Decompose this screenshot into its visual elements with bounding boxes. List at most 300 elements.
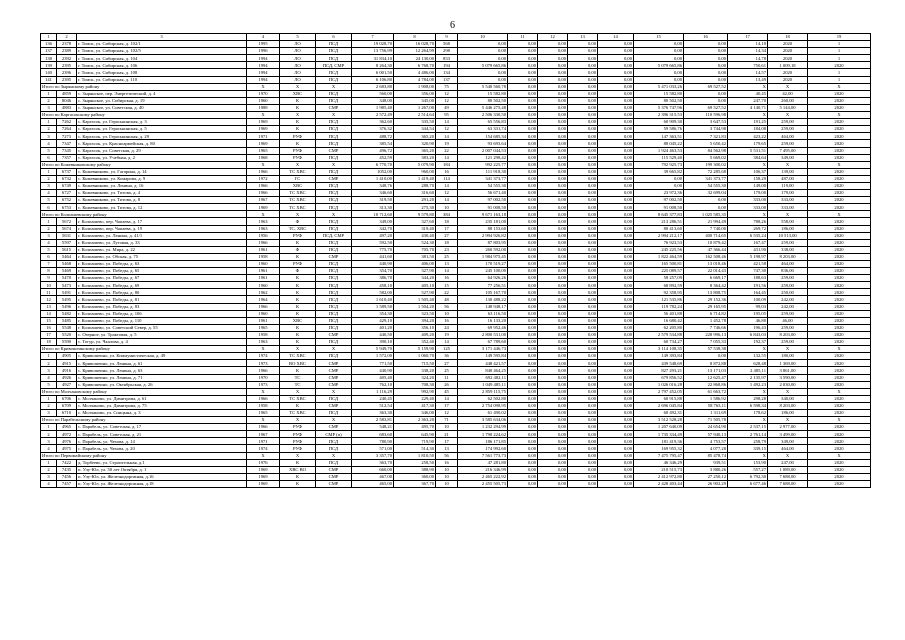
table-cell: 85 478,74 [684, 452, 728, 459]
table-cell: 0,00 [508, 317, 538, 324]
table-row [41, 97, 871, 104]
table-row [41, 140, 871, 147]
table-cell: 27 250,12 [684, 473, 728, 480]
table-cell: 298,28 [728, 395, 768, 402]
table-cell: К [280, 331, 316, 338]
table-cell: 1971 [247, 438, 280, 445]
table-cell: 1958 [247, 253, 280, 260]
table-cell: 31 834,10 [352, 55, 394, 62]
table-cell: 557,27 [728, 466, 768, 473]
table-cell: 354,70 [352, 268, 394, 275]
table-cell: 1 492,23 [728, 381, 768, 388]
table-cell: 527,90 [394, 289, 436, 296]
table-cell: Ф [280, 268, 316, 275]
table-cell: 5468 [57, 261, 77, 268]
table-cell: 0,00 [598, 388, 634, 395]
table-row [41, 225, 871, 232]
table-cell: 0,00 [598, 182, 634, 189]
table-row [41, 154, 871, 161]
table-cell: 10 [436, 424, 458, 431]
table-cell: 1966 [247, 168, 280, 175]
table-cell: 324,20 [394, 374, 436, 381]
table-cell: 0,00 [568, 97, 598, 104]
table-cell: ПСД [316, 55, 352, 62]
table-cell: 6 677,46 [728, 480, 768, 487]
table-cell: 7457 [57, 480, 77, 487]
table-cell: 10 712,60 [352, 211, 394, 218]
table-cell: ПСД [316, 239, 352, 246]
table-cell: ПСД, СМР [316, 232, 352, 239]
table-cell: ТС ХВС [280, 395, 316, 402]
table-cell: 465,00 [352, 480, 394, 487]
table-cell: 7 740,00 [684, 225, 728, 232]
table-cell: 0,00 [568, 190, 598, 197]
table-cell: 384,64 [728, 154, 768, 161]
table-cell: 0,00 [598, 480, 634, 487]
table-cell: 388,90 [394, 466, 436, 473]
table-cell: 259,00 [768, 119, 808, 126]
table-cell: 762,10 [352, 381, 394, 388]
table-cell: 2 412 972,80 [634, 473, 684, 480]
table-cell: 62 205,80 [634, 324, 684, 331]
table-cell: 0,00 [568, 133, 598, 140]
table-cell: 0,00 [568, 204, 598, 211]
header-cell: 18 [768, 34, 808, 41]
table-cell: 0,00 [598, 360, 634, 367]
table-cell: 14 [436, 395, 458, 402]
table-cell: 2 030,00 [768, 381, 808, 388]
table-cell: 26 [436, 381, 458, 388]
table-cell: X [768, 161, 808, 168]
table-cell: 178,62 [728, 409, 768, 416]
table-cell: 840 464,25 [458, 367, 508, 374]
table-cell: 19 028,70 [352, 41, 394, 48]
housing-repair-table [40, 33, 871, 488]
table-cell: 59 586,76 [634, 126, 684, 133]
table-cell: 0,00 [538, 218, 568, 225]
table-cell: 61 490,02 [458, 409, 508, 416]
table-cell: 5615 [57, 246, 77, 253]
table-cell: 0,00 [598, 438, 634, 445]
table-cell: 0,00 [598, 324, 634, 331]
table-cell: СМР [316, 253, 352, 260]
table-cell: 0,00 [598, 168, 634, 175]
table-cell: 2 994 926,82 [458, 232, 508, 239]
table-cell: К [280, 119, 316, 126]
table-cell: 167,47 [728, 239, 768, 246]
table-cell: 1 [41, 424, 57, 431]
table-cell: 2 583,81 [352, 417, 394, 424]
table-cell: X [808, 83, 871, 90]
table-cell: 2 [41, 97, 57, 104]
table-cell: 14 [436, 182, 458, 189]
table-cell: 2020 [808, 261, 871, 268]
table-cell: 12 [436, 90, 458, 97]
table-cell: 56 671,40 [458, 190, 508, 197]
table-cell: 3 [41, 473, 57, 480]
table-cell: 0,00 [568, 211, 598, 218]
table-cell: 6 106,80 [352, 76, 394, 83]
table-cell: 119 782,24 [634, 303, 684, 310]
address-cell: г. Колпашево, ул. Победы, д. 63 [77, 261, 247, 268]
table-cell: 1 419,40 [394, 175, 436, 182]
table-cell: 0,00 [508, 261, 538, 268]
address-cell: п. Улу-Юл, ул. Железнодорожная, д.16 [77, 473, 247, 480]
table-cell: 360,00 [394, 473, 436, 480]
table-cell: 0,00 [598, 409, 634, 416]
table-cell: 6 598,34 [728, 402, 768, 409]
table-cell: 0,00 [508, 147, 538, 154]
table-cell: 0,00 [508, 452, 538, 459]
table-cell: 2020 [808, 253, 871, 260]
table-cell: СМР [316, 424, 352, 431]
table-cell: 15 582,80 [458, 90, 508, 97]
table-cell: 2 007 044,53 [458, 147, 508, 154]
table-cell: 7 [41, 261, 57, 268]
table-cell: 0,00 [538, 182, 568, 189]
address-cell: г. Колпашево, ул. Луговая, д. 33 [77, 239, 247, 246]
table-cell: 4 [41, 480, 57, 487]
district-total-label: Итого по Кривошеинскому району [41, 346, 247, 353]
table-cell: 137 [436, 76, 458, 83]
table-cell: 0,00 [458, 55, 508, 62]
table-cell: 0,00 [508, 69, 538, 76]
table-cell: 57 538,38 [684, 346, 728, 353]
table-cell: 14 [436, 197, 458, 204]
table-cell: 338,20 [394, 367, 436, 374]
table-cell: 7 688,00 [768, 473, 808, 480]
address-cell: с. Кривошеино, ул. Ленина, д. 71 [77, 374, 247, 381]
table-cell: 2020 [808, 154, 871, 161]
address-cell: с. Парабель, ул. Чехова, д. 20 [77, 445, 247, 452]
table-cell: 10 [436, 204, 458, 211]
table-cell: 558,00 [768, 218, 808, 225]
table-cell: 0,00 [538, 339, 568, 346]
table-cell: 692 482,11 [458, 374, 508, 381]
table-cell: 4926 [57, 374, 77, 381]
table-row [41, 190, 871, 197]
table-cell: 2020 [808, 353, 871, 360]
table-cell: 0,00 [568, 388, 598, 395]
table-cell: 0,00 [508, 296, 538, 303]
table-cell: 5469 [57, 268, 77, 275]
table-cell: 2020 [808, 438, 871, 445]
table-cell: 1996 [247, 48, 280, 55]
table-cell: 496,72 [352, 147, 394, 154]
table-cell: 0,00 [538, 112, 568, 119]
table-cell: 464,00 [768, 133, 808, 140]
table-cell: 1976 [247, 459, 280, 466]
table-cell: 5548 [57, 324, 77, 331]
table-cell: 18 [436, 239, 458, 246]
table-cell: 1964 [247, 296, 280, 303]
table-cell: X [316, 112, 352, 119]
table-cell: 363,30 [352, 409, 394, 416]
table-cell: 22 [436, 147, 458, 154]
table-cell: 184,08 [728, 126, 768, 133]
header-cell: 19 [808, 34, 871, 41]
table-cell: 0,00 [568, 232, 598, 239]
table-cell: 179,00 [768, 190, 808, 197]
table-cell: 0,00 [598, 90, 634, 97]
table-cell: 75 [436, 83, 458, 90]
table-cell: 0,00 [538, 424, 568, 431]
table-cell: 0,00 [598, 83, 634, 90]
table-cell: 121 535,86 [634, 296, 684, 303]
table-cell: 27 [436, 360, 458, 367]
district-total-row [41, 112, 871, 119]
table-cell: 4976 [57, 438, 77, 445]
table-cell: 1 [41, 168, 57, 175]
table-cell: 13 756,99 [352, 48, 394, 55]
table-cell: 164,45 [728, 289, 768, 296]
table-cell: 645,90 [394, 431, 436, 438]
table-cell: 3 744,98 [684, 126, 728, 133]
table-cell: 260 592,00 [458, 246, 508, 253]
table-cell: 2 754 098,95 [458, 402, 508, 409]
table-cell: 2 [41, 402, 57, 409]
table-cell: 154 685,34 [458, 133, 508, 140]
table-cell: СМР [316, 402, 352, 409]
table-cell: 0,00 [568, 168, 598, 175]
table-row [41, 424, 871, 431]
address-cell: с. Зырянское, пер. Энергетический, д. 4 [77, 90, 247, 97]
table-cell: 344,54 [394, 126, 436, 133]
table-cell: 0,00 [538, 154, 568, 161]
table-cell: 0,00 [538, 140, 568, 147]
table-cell: 1966 [247, 190, 280, 197]
table-cell: 0,00 [538, 175, 568, 182]
address-cell: с. Зырянское, ул. Советская, д. 40 [77, 104, 247, 111]
table-cell: 0,00 [508, 289, 538, 296]
table-cell: 162 508,46 [684, 253, 728, 260]
table-cell: 260,00 [768, 97, 808, 104]
table-cell: 1 589,50 [352, 303, 394, 310]
address-cell: с. Каргасок, ул. Красноармейская, д. 80 [77, 140, 247, 147]
table-cell: 2020 [808, 282, 871, 289]
table-cell: 992 225,77 [458, 161, 508, 168]
table-cell: 0,00 [568, 119, 598, 126]
table-row [41, 197, 871, 204]
table-cell: 0,00 [508, 76, 538, 83]
district-total-row [41, 211, 871, 218]
district-total-label: Итого по Первомайскому району [41, 452, 247, 459]
table-cell: СМР [316, 480, 352, 487]
table-cell: 250,00 [768, 289, 808, 296]
table-row [41, 253, 871, 260]
table-cell: 7 495,00 [768, 147, 808, 154]
address-cell: г. Томск, ул. Сибирская, д. 110 [77, 76, 247, 83]
table-cell: 92 358,95 [634, 289, 684, 296]
table-cell: 0,00 [508, 97, 538, 104]
table-cell: 106,37 [728, 168, 768, 175]
table-cell: 5 079 665,86 [458, 62, 508, 69]
table-cell: 149 393,84 [634, 353, 684, 360]
table-cell: 139,00 [768, 168, 808, 175]
table-cell: 365,20 [394, 133, 436, 140]
table-cell: 186,00 [768, 225, 808, 232]
address-cell: с. Каргасок, ул. Гераськинская, д. 3 [77, 119, 247, 126]
table-cell: 8 203,00 [768, 331, 808, 338]
table-cell: 10 [436, 310, 458, 317]
table-cell: 7273 [57, 133, 77, 140]
address-cell: п. Улу-Юл, ул. 50 лет Октября, д. 1 [77, 466, 247, 473]
table-cell: 3 [41, 133, 57, 140]
table-cell: 7 055,33 [684, 339, 728, 346]
table-cell: 14 [436, 339, 458, 346]
table-cell: ТС, ХВС [280, 225, 316, 232]
table-cell: 495,70 [394, 424, 436, 431]
table-cell: 0,00 [568, 445, 598, 452]
table-cell: 0,00 [568, 275, 598, 282]
table-cell: 19 [436, 331, 458, 338]
table-cell: 0,00 [538, 161, 568, 168]
table-cell: X [247, 346, 280, 353]
table-cell: 1960 [247, 261, 280, 268]
table-cell: 1052,00 [352, 168, 394, 175]
table-cell: РУФ [280, 147, 316, 154]
table-cell: 1 [41, 353, 57, 360]
table-cell: 95 [436, 112, 458, 119]
table-cell: 0,00 [598, 239, 634, 246]
table-cell: 0,00 [568, 417, 598, 424]
table-cell: 2 506 330,50 [458, 112, 508, 119]
table-cell: 344,20 [394, 275, 436, 282]
table-cell: К [280, 402, 316, 409]
table-cell: 22 868,86 [684, 381, 728, 388]
table-cell: 1963 [247, 225, 280, 232]
table-cell: 259,00 [768, 140, 808, 147]
table-cell: 0,00 [684, 62, 728, 69]
table-cell: ЛО [280, 48, 316, 55]
table-cell: 80 502,50 [634, 97, 684, 104]
table-cell: 0,00 [568, 409, 598, 416]
table-cell: 1995 [247, 41, 280, 48]
table-cell: 8 203,00 [768, 402, 808, 409]
table-cell: 0,00 [568, 374, 598, 381]
address-cell: с. Парабель, ул. Чехова, д. 14 [77, 438, 247, 445]
table-cell: 0,00 [508, 168, 538, 175]
table-cell: 14 [436, 133, 458, 140]
address-cell: с. Каргасок, ул. Гераськинская, д. 5 [77, 126, 247, 133]
table-cell: 0,00 [538, 204, 568, 211]
table-cell: 1965 [247, 147, 280, 154]
table-cell: ПСД [316, 409, 352, 416]
table-cell: 64 926,26 [458, 275, 508, 282]
table-cell: 1 985,40 [352, 104, 394, 111]
table-cell: X [316, 211, 352, 218]
table-cell: 0,00 [538, 459, 568, 466]
table-cell: ТС [280, 381, 316, 388]
table-cell: 1974 [247, 353, 280, 360]
table-cell: 0,00 [598, 424, 634, 431]
table-cell: 0,00 [538, 367, 568, 374]
address-cell: г. Томск, ул. Сибирская, д. 102/5 [77, 48, 247, 55]
address-cell: г. Томск, ул. Сибирская, д. 106 [77, 62, 247, 69]
table-cell: 2 696 045,84 [634, 402, 684, 409]
table-cell: 2020 [808, 367, 871, 374]
district-total-row [41, 452, 871, 459]
header-cell: 7 [352, 34, 394, 41]
table-cell: 26 902,29 [684, 480, 728, 487]
table-cell: ПСД, СМР [316, 62, 352, 69]
table-cell: 1 810,50 [394, 452, 436, 459]
table-cell: 0,00 [568, 161, 598, 168]
table-cell: 400 714,65 [684, 232, 728, 239]
table-cell: 0,00 [598, 76, 634, 83]
table-cell: 0,00 [508, 204, 538, 211]
table-cell: 430,40 [394, 232, 436, 239]
table-cell: 2020 [808, 62, 871, 69]
table-cell: 0,00 [538, 232, 568, 239]
table-cell: 3 861,00 [768, 367, 808, 374]
table-cell: К [280, 339, 316, 346]
table-cell: ТС ХВС [280, 168, 316, 175]
table-cell: 7357 [57, 154, 77, 161]
table-cell: 1969 [247, 473, 280, 480]
table-cell: 0,00 [458, 41, 508, 48]
table-cell: 0,00 [598, 225, 634, 232]
table-cell: 0,00 [568, 459, 598, 466]
table-cell: 258,50 [394, 459, 436, 466]
header-cell: 2 [57, 34, 77, 41]
table-cell: 14,57 [728, 69, 768, 76]
table-cell: X [808, 112, 871, 119]
table-cell: 2020 [808, 317, 871, 324]
table-cell: 60 915,88 [634, 395, 684, 402]
table-cell: 0,00 [598, 261, 634, 268]
table-cell: 158,29 [728, 175, 768, 182]
table-cell: 0,00 [568, 104, 598, 111]
table-cell: 69 952,46 [458, 324, 508, 331]
table-cell: 13 [436, 445, 458, 452]
table-row [41, 218, 871, 225]
table-cell: 1 [808, 69, 871, 76]
table-cell: 0,00 [598, 402, 634, 409]
address-cell: г. Колпашево, ул. Обская, д. 75 [77, 253, 247, 260]
table-cell: 0,00 [508, 388, 538, 395]
table-cell: 2378 [57, 41, 77, 48]
address-cell: г. Колпашево, ул. Победы, д. 65 [77, 268, 247, 275]
table-cell: РУФ [280, 445, 316, 452]
address-cell: г. Колпашево, пер. Чапаева, д. 17 [77, 218, 247, 225]
table-cell: 6 770,70 [352, 161, 394, 168]
table-cell: X [247, 112, 280, 119]
address-cell: с. Кривошеино, ул. Коммунистическая, д. 49 [77, 353, 247, 360]
table-cell: ПСД [316, 246, 352, 253]
table-cell: 2020 [808, 97, 871, 104]
table-cell: 2020 [808, 147, 871, 154]
table-cell: 12 [436, 126, 458, 133]
table-cell: ПСД [316, 126, 352, 133]
table-cell: 0,00 [538, 246, 568, 253]
table-cell: 88 045,22 [634, 140, 684, 147]
table-cell: 0,00 [538, 55, 568, 62]
table-cell: 1966 [247, 395, 280, 402]
table-cell: ПСД [316, 190, 352, 197]
table-cell: 2020 [808, 473, 871, 480]
table-cell: 0,00 [598, 317, 634, 324]
table-row [41, 445, 871, 452]
table-cell: Ф [280, 246, 316, 253]
table-cell: 341 373,77 [684, 175, 728, 182]
table-cell: 401,20 [352, 324, 394, 331]
table-cell: 269,72 [728, 225, 768, 232]
table-cell: 0,00 [538, 480, 568, 487]
table-cell: X [316, 388, 352, 395]
table-cell: 15 [436, 282, 458, 289]
table-cell: 1966 [247, 424, 280, 431]
